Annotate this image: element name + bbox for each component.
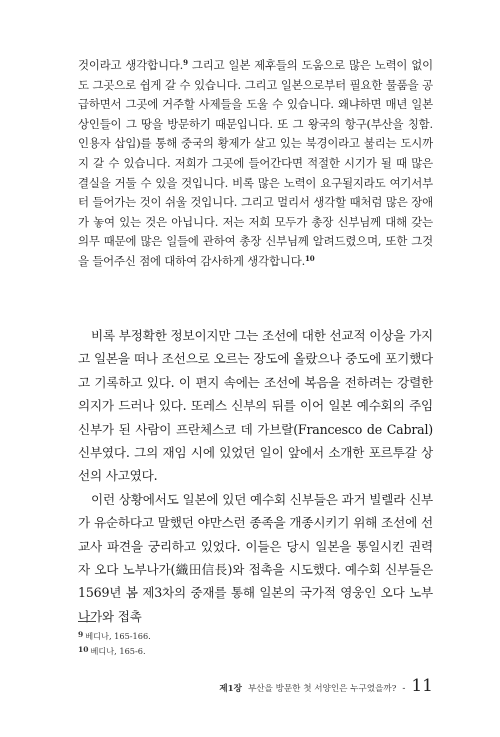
page-number: 11 <box>411 676 433 696</box>
footer-separator: - <box>402 684 406 694</box>
footnote-number: 10 <box>78 645 89 654</box>
footnote-divider <box>78 621 96 622</box>
running-footer <box>219 676 433 696</box>
block-quote <box>78 56 433 272</box>
footnote-9 <box>78 628 433 643</box>
quote-text-start: 것이라고 생각합니다. <box>78 58 184 72</box>
footnote-10 <box>78 643 433 658</box>
footnote-number: 9 <box>78 630 84 639</box>
chapter-label: 제1장 <box>219 684 242 694</box>
footnote-text: 베디나, 165-6. <box>90 646 146 656</box>
body-paragraph-2: 이런 상황에서도 일본에 있던 예수회 신부들은 과거 빌렐라 신부가 유순하다고 말했던 야만스런 종족을 개종시키기 위해 조선에 선교사 파견을 궁리하고 있었다. 이들은 당시 일본을 통일시킨 권력자 오다 노부나가(織田信長)와 접촉을 시도했다. 예수회 신부들은 1569년 봄 제3차의 중재를 통해 일본의 국가적 영웅인 오다 노부나가와 접촉 <box>78 491 433 624</box>
quote-text-rest: 그리고 일본 제후들의 도움으로 많은 노력이 없이도 그곳으로 쉽게 갈 수 있습니다. 그리고 일본으로부터 필요한 물품을 공급하면서 그곳에 거주할 사제들을 도울 수 있습니다. 왜냐하면 매년 일본 상인들이 그 땅을 방문하기 때문입니다. 또 그 왕국의 항구(부산을 칭함. 인용자 삽입)를 통해 중국의 황제가 살고 있는 북경이라고 불리는 도시까지 갈 수 있습니다. 저희가 그곳에 들어간다면 적절한 시기가 될 때 많은 결실을 거둘 수 있을 것입니다. 비록 많은 노력이 요구될지라도 여기서부터 들어가는 것이 쉬울 것입니다. 그리고 멀리서 생각할 때처럼 많은 장애가 놓여 있는 것은 아닙니다. 저는 저희 모두가 총장 신부님께 대해 갖는 의무 때문에 많은 일들에 관하여 총장 신부님께 알려드렸으며, 또한 그것을 들어주신 점에 대하여 감사하게 생각합니다. <box>78 58 433 268</box>
footnotes <box>78 628 433 658</box>
quote-paragraph <box>78 56 433 272</box>
footnote-ref-10[interactable]: 10 <box>305 254 315 264</box>
body-text <box>78 324 433 628</box>
footnote-ref-9[interactable]: 9 <box>183 58 188 68</box>
chapter-title: 부산을 방문한 첫 서양인은 누구였을까? <box>247 684 397 694</box>
body-paragraph-1: 비록 부정확한 정보이지만 그는 조선에 대한 선교적 이상을 가지고 일본을 떠나 조선으로 오르는 장도에 올랐으나 중도에 포기했다고 기록하고 있다. 이 편지 속에는 조선에 복음을 전하려는 강렬한 의지가 드러나 있다. 또레스 신부의 뒤를 이어 일본 예수회의 주임신부가 된 사람이 프란체스코 데 가브랄(Francesco de Cabral) 신부였다. 그의 재임 시에 있었던 일이 앞에서 소개한 포르투갈 상선의 사고였다. <box>78 328 433 484</box>
footnote-text: 베디나, 165-166. <box>85 631 151 641</box>
